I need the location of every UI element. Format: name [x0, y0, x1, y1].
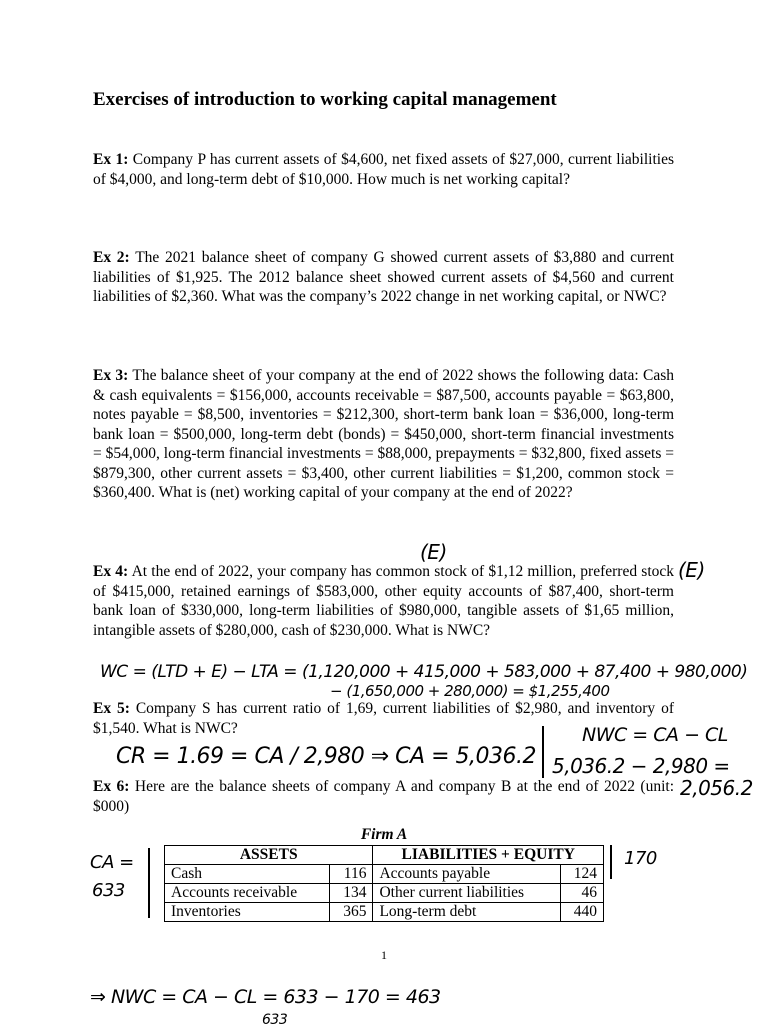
handwritten-nwc-answer: ⇒ NWC = CA − CL = 633 − 170 = 463	[90, 986, 441, 1008]
bracket-left	[148, 848, 154, 918]
liability-label: Other current liabilities	[373, 884, 560, 903]
exercise-text: Company P has current assets of $4,600, net fixed assets of $27,000, current liabilities of $4,000, and long-term debt of $10,000. How much is net working capital?	[93, 151, 674, 188]
exercise-text: Here are the balance sheets of company A and company B at the end of 2022 (unit: $000)	[93, 778, 675, 815]
bracket-divider	[542, 726, 548, 778]
asset-label: Inventories	[165, 903, 330, 922]
liability-label: Accounts payable	[373, 865, 560, 884]
table-row	[165, 865, 604, 884]
exercise-text: The balance sheet of your company at the end of 2022 shows the following data: Cash & cash equivalents = $156,000, accounts receivable = $87,500, accounts payable = $63,800, notes payable = $8,500, inventories = $212,300, short-term bank loan = $36,000, long-term bank loan = $500,000, long-term debt (bonds) = $450,000, short-term financial investments = $54,000, long-term financial investments = $88,000, prepayments = $32,800, fixed assets = $879,300, other current assets = $3,400, other current liabilities = $1,200, common stock = $360,400. What is (net) working capital of your company at the end of 2022?	[93, 367, 675, 501]
table-header-row	[165, 846, 604, 865]
handwritten-ex5-subtraction: 5,036.2 − 2,980 =	[552, 754, 730, 778]
liability-value: 46	[560, 884, 603, 903]
document-title: Exercises of introduction to working capital management	[93, 89, 557, 110]
asset-label: Cash	[165, 865, 330, 884]
asset-value: 134	[330, 884, 373, 903]
liability-value: 124	[560, 865, 603, 884]
exercise-text: At the end of 2022, your company has common stock of $1,12 million, preferred stock of $415,000, retained earnings of $583,000, other equity accounts of $87,400, short-term bank loan of $330,000, long-term liabilities of $980,000, tangible assets of $1,65 million, intangible assets of $280,000, cash of $230,000. What is NWC?	[93, 563, 675, 639]
liability-value: 440	[560, 903, 603, 922]
firm-a-title: Firm A	[360, 826, 408, 843]
exercise-label: Ex 2:	[93, 249, 130, 266]
asset-label: Accounts receivable	[165, 884, 330, 903]
handwritten-nwc-formula: NWC = CA − CL	[582, 724, 728, 746]
handwritten-e-mark: (E)	[420, 540, 447, 564]
handwritten-ex5-calc: CR = 1.69 = CA / 2,980 ⇒ CA = 5,036.2	[116, 744, 536, 769]
handwritten-ca-value: 633	[92, 880, 125, 901]
assets-header: ASSETS	[165, 846, 373, 865]
handwritten-ca-label: CA =	[90, 852, 134, 873]
asset-value: 116	[330, 865, 373, 884]
exercise-1	[93, 150, 674, 189]
exercise-label: Ex 4:	[93, 563, 129, 580]
exercise-6	[93, 777, 674, 816]
exercise-label: Ex 1:	[93, 151, 129, 168]
firm-a-balance-sheet	[164, 845, 604, 922]
table-row	[165, 903, 604, 922]
exercise-4	[93, 562, 674, 640]
handwritten-e-mark: (E)	[678, 558, 705, 582]
exercise-2	[93, 248, 674, 307]
liability-label: Long-term debt	[373, 903, 560, 922]
handwritten-ex4-line2: − (1,650,000 + 280,000) = $1,255,400	[330, 682, 610, 700]
handwritten-ex5-result: 2,056.2	[680, 776, 753, 800]
asset-value: 365	[330, 903, 373, 922]
exercise-3	[93, 366, 674, 503]
handwritten-ex4-line1: WC = (LTD + E) − LTA = (1,120,000 + 415,000 + 583,000 + 87,400 + 980,000)	[100, 662, 748, 682]
table-row	[165, 884, 604, 903]
exercise-label: Ex 6:	[93, 778, 130, 795]
bracket-right	[610, 845, 616, 879]
handwritten-cl-value: 170	[624, 848, 657, 869]
page-number: 1	[381, 948, 387, 962]
exercise-label: Ex 3:	[93, 367, 129, 384]
exercise-label: Ex 5:	[93, 700, 130, 717]
handwritten-partial-line: 633	[262, 1012, 288, 1028]
liabilities-equity-header: LIABILITIES + EQUITY	[373, 846, 604, 865]
exercise-text: The 2021 balance sheet of company G showed current assets of $3,880 and current liabilities of $1,925. The 2012 balance sheet showed current assets of $4,560 and current liabilities of $2,360. What was the company’s 2022 change in net working capital, or NWC?	[93, 249, 675, 305]
exercise-text: Company S has current ratio of 1,69, current liabilities of $2,980, and inventory of $1,540. What is NWC?	[93, 700, 674, 737]
